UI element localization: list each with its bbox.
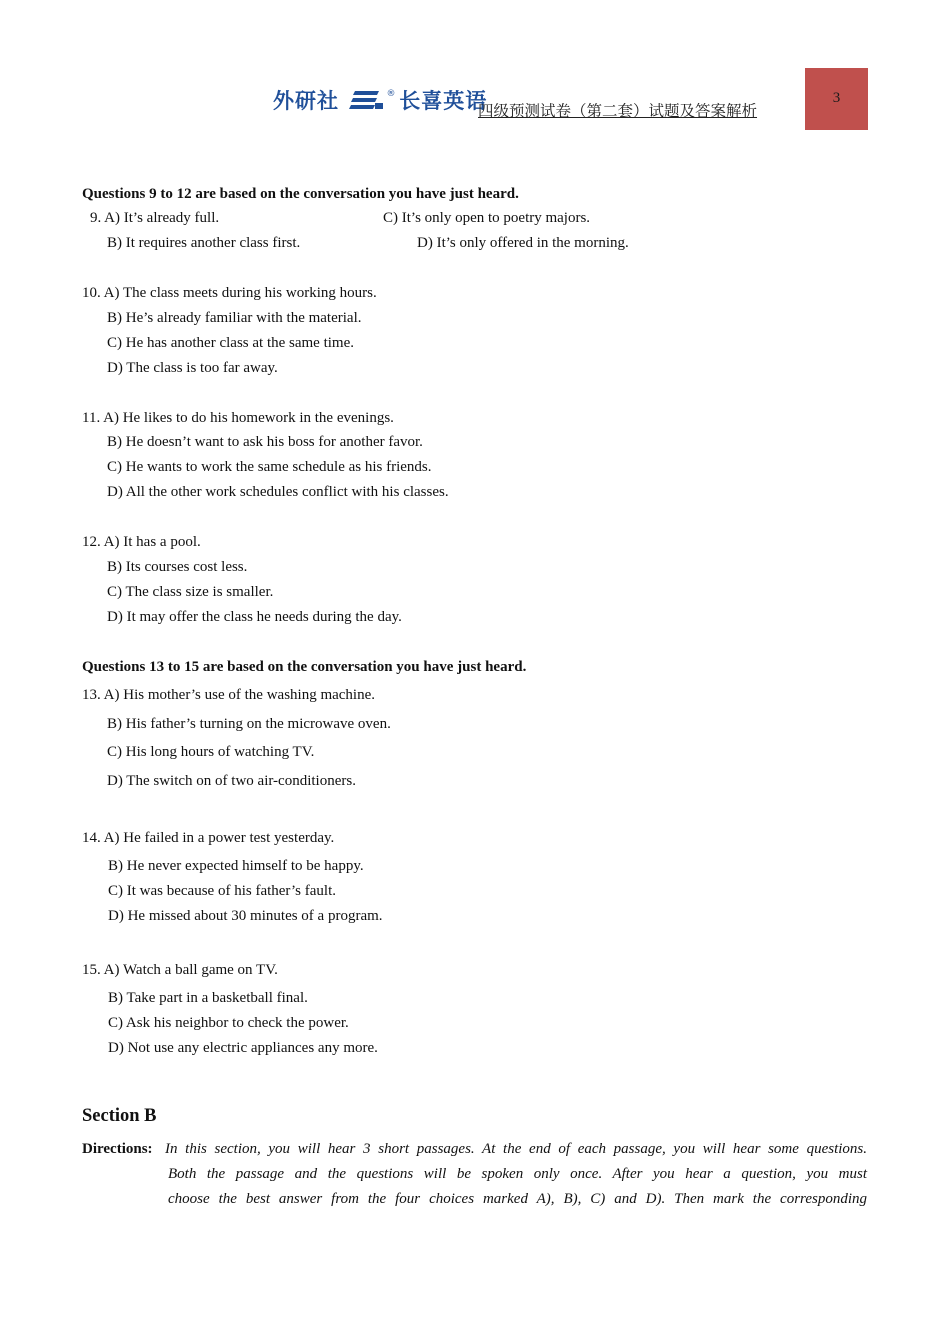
q13-option-a: 13. A) His mother’s use of the washing machine. (82, 687, 376, 703)
group-heading-13-15: Questions 13 to 15 are based on the conversation you have just heard. (82, 659, 527, 675)
q11-option-a: 11. A) He likes to do his homework in the evenings. (82, 410, 394, 426)
q10-option-d: D) The class is too far away. (107, 360, 278, 376)
q14-option-c: C) It was because of his father’s fault. (108, 883, 336, 899)
directions-line-2: Both the passage and the questions will be spoken only once. After you hear a question, you must (168, 1166, 867, 1182)
q12-option-c: C) The class size is smaller. (107, 584, 274, 600)
q14-option-a: 14. A) He failed in a power test yesterday. (82, 830, 335, 846)
q10-option-c: C) He has another class at the same time. (107, 335, 355, 351)
section-b-title: Section B (82, 1106, 157, 1126)
q9-option-c: C) It’s only open to poetry majors. (383, 210, 591, 226)
q10-option-a: 10. A) The class meets during his working hours. (82, 285, 377, 301)
logo-publisher-text: 外研社 (273, 89, 339, 113)
q9-option-a: 9. A) It’s already full. (90, 210, 220, 226)
page-number: 3 (832, 90, 841, 106)
q12-option-d: D) It may offer the class he needs during the day. (107, 609, 402, 625)
q11-option-c: C) He wants to work the same schedule as his friends. (107, 459, 432, 475)
page-number-box (805, 68, 868, 130)
book-stack-icon (349, 89, 383, 116)
header-title: 四级预测试卷（第二套）试题及答案解析 (478, 103, 758, 120)
q15-option-b: B) Take part in a basketball final. (108, 990, 308, 1006)
q12-option-b: B) Its courses cost less. (107, 559, 248, 575)
logo-brand-text: 长喜英语 (399, 89, 488, 113)
q9-option-d: D) It’s only offered in the morning. (417, 235, 629, 251)
q14-option-b: B) He never expected himself to be happy. (108, 858, 364, 874)
group-heading-9-12: Questions 9 to 12 are based on the conversation you have just heard. (82, 186, 519, 202)
q9-option-b: B) It requires another class first. (107, 235, 301, 251)
q13-option-b: B) His father’s turning on the microwave oven. (107, 716, 391, 732)
q15-option-c: C) Ask his neighbor to check the power. (108, 1015, 349, 1031)
directions-line-3: choose the best answer from the four choices marked A), B), C) and D). Then mark the corresponding (168, 1191, 867, 1207)
q15-option-d: D) Not use any electric appliances any more. (108, 1040, 378, 1056)
q10-option-b: B) He’s already familiar with the material. (107, 310, 362, 326)
q11-option-b: B) He doesn’t want to ask his boss for another favor. (107, 434, 423, 450)
directions-label: Directions: (82, 1141, 153, 1157)
q14-option-d: D) He missed about 30 minutes of a program. (108, 908, 383, 924)
publisher-logo (273, 85, 487, 116)
q13-option-c: C) His long hours of watching TV. (107, 744, 315, 760)
q13-option-d: D) The switch on of two air-conditioners. (107, 773, 356, 789)
q15-option-a: 15. A) Watch a ball game on TV. (82, 962, 278, 978)
q11-option-d: D) All the other work schedules conflict with his classes. (107, 484, 449, 500)
q12-option-a: 12. A) It has a pool. (82, 534, 201, 550)
directions-line-1: In this section, you will hear 3 short passages. At the end of each passage, you will hear some questions. (165, 1141, 867, 1157)
registered-mark: ® (386, 89, 396, 99)
